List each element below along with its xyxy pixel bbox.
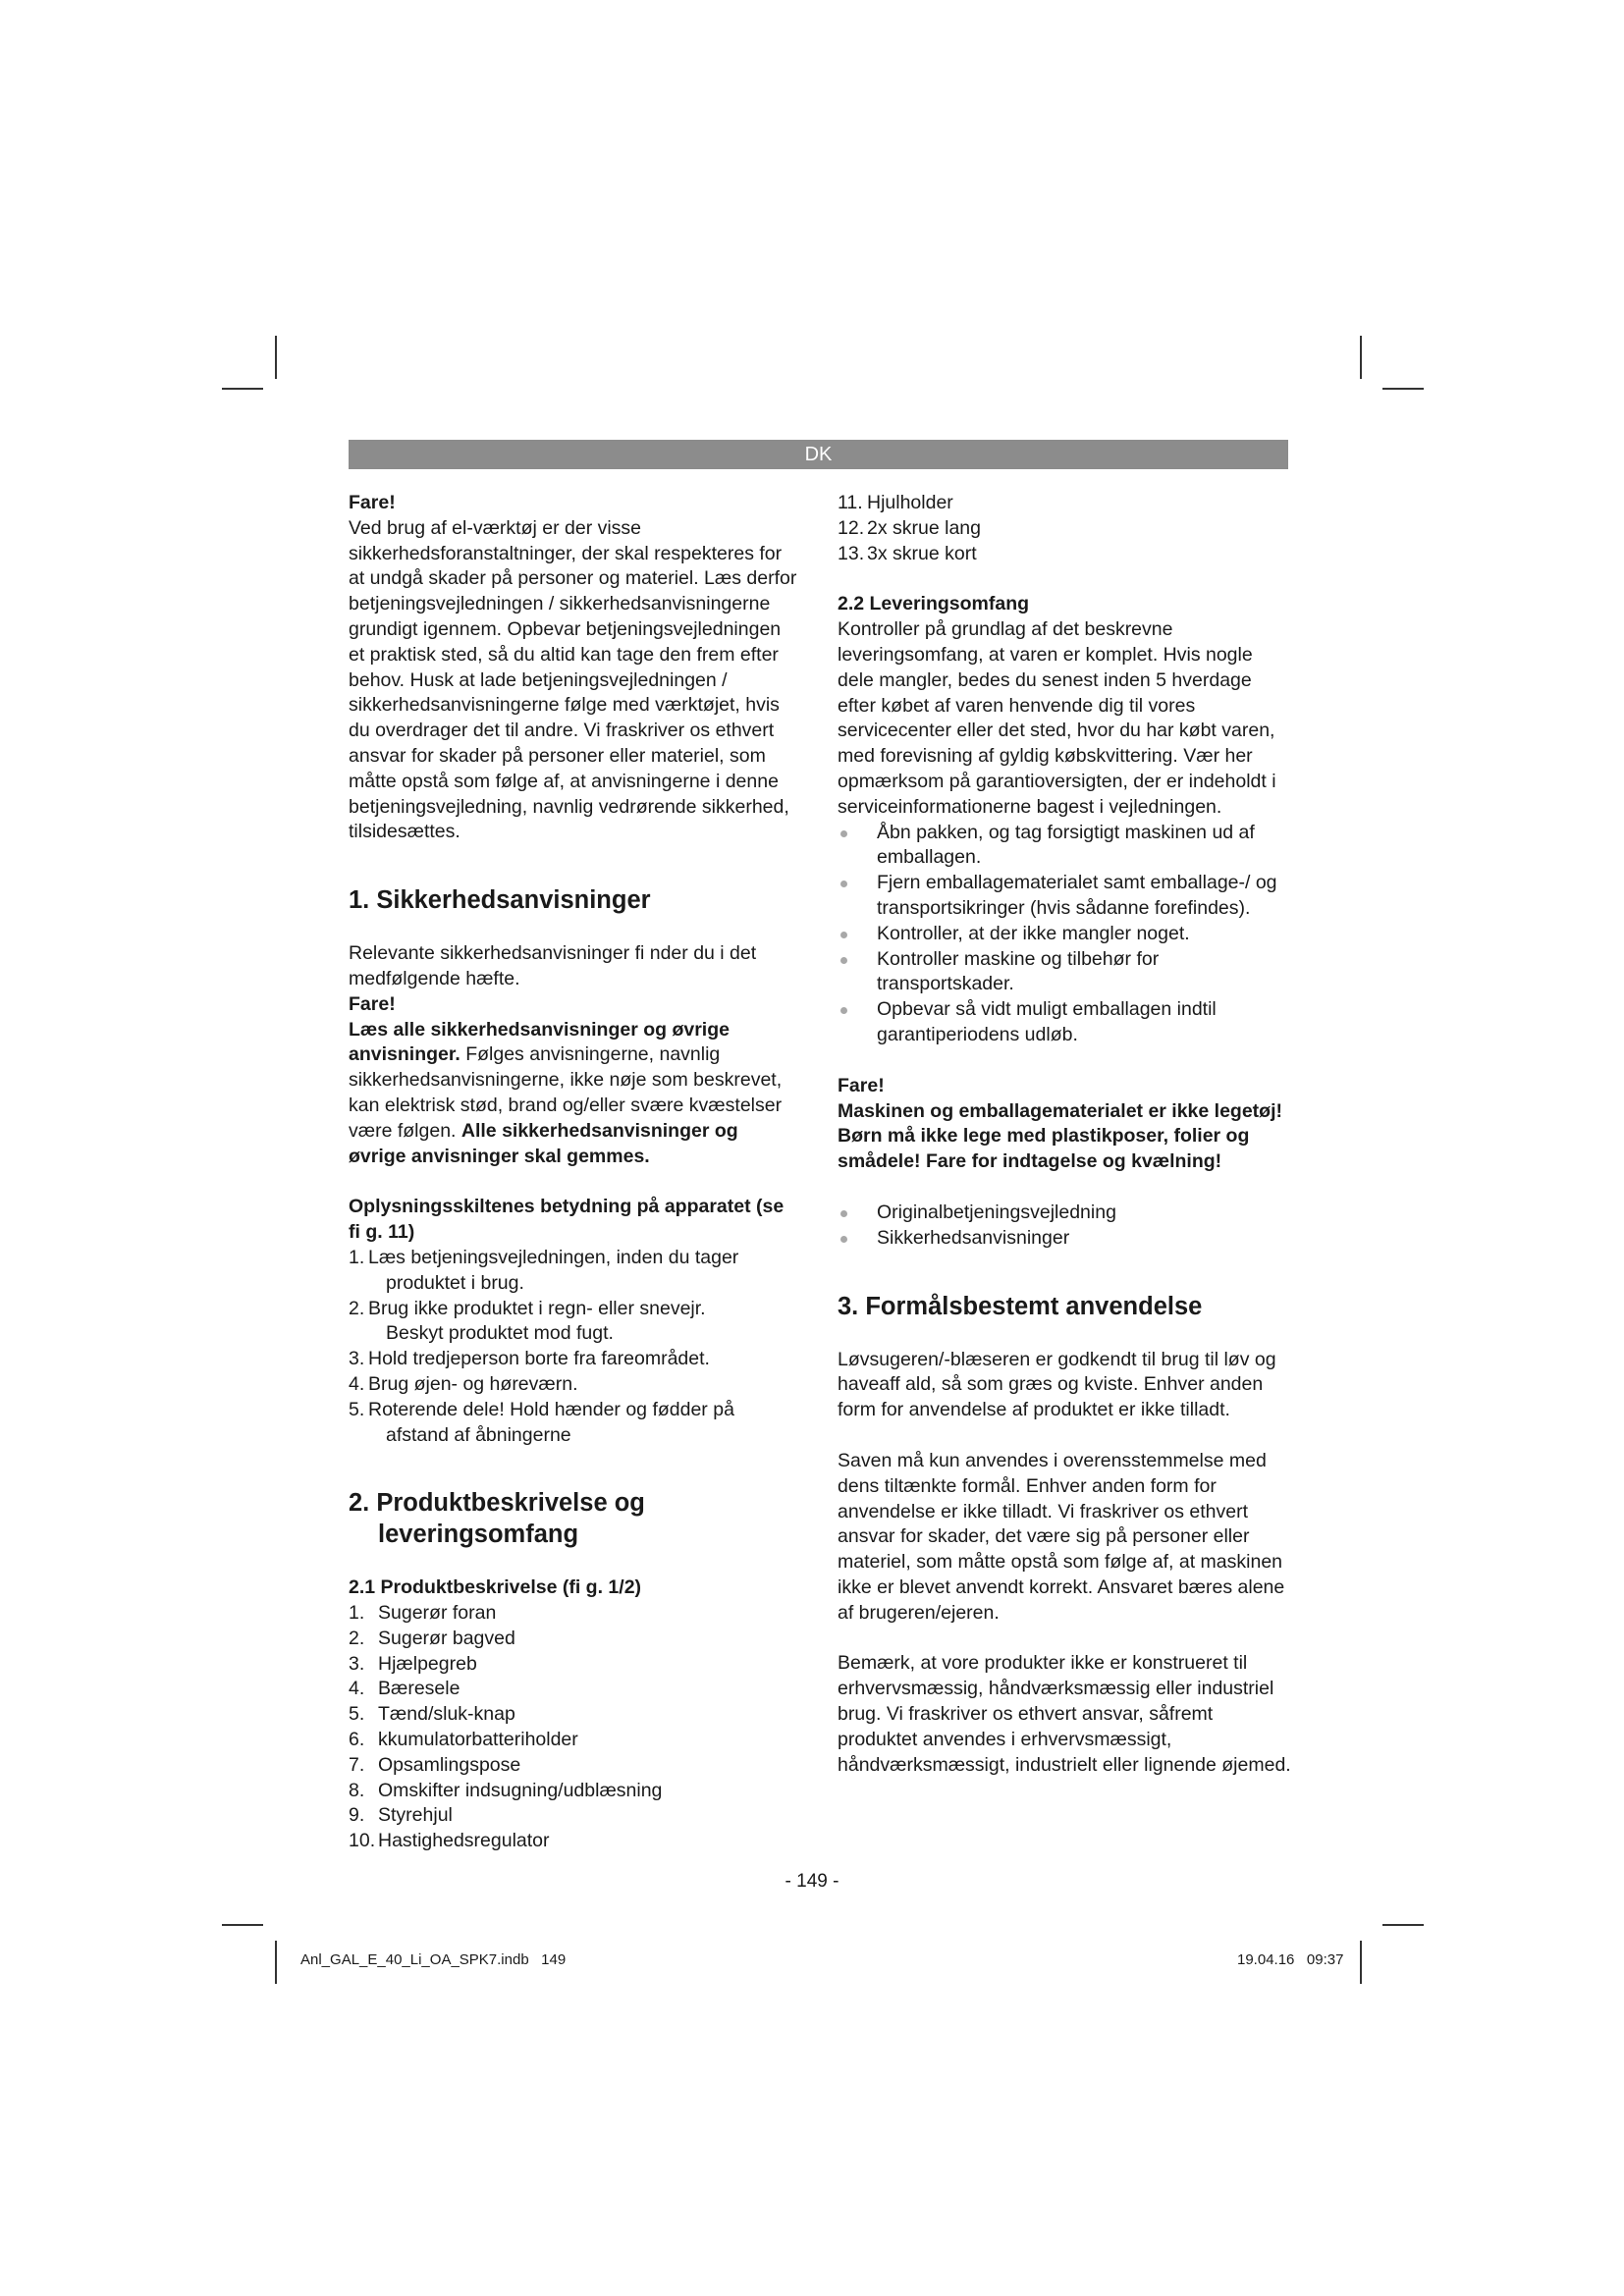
list-item-text: Tænd/sluk-knap [378, 1703, 515, 1726]
list-item-text: Bæresele [378, 1678, 460, 1700]
list-item-text: Læs betjeningsvejledningen, inden du tager [368, 1246, 739, 1268]
list-item-text: 3x skrue kort [867, 542, 977, 564]
list-item [349, 1829, 800, 1854]
list-item-number: 12. [838, 516, 865, 539]
list-item [349, 1601, 800, 1627]
list-item [838, 821, 1291, 872]
list-item-text: Roterende dele! Hold hænder og fødder på [368, 1398, 734, 1420]
list-item-number: 4. [349, 1678, 365, 1700]
product-parts-list-continued [838, 491, 1291, 566]
bullet-icon [840, 1210, 847, 1217]
page-number: - 149 - [785, 1871, 839, 1892]
list-item-text-continued: afstand af åbningerne [386, 1423, 571, 1446]
bullet-icon [840, 1236, 847, 1243]
bullet-icon [840, 957, 847, 964]
intro-warning-title: Fare! [349, 492, 396, 513]
section-1-warning-title: Fare! [349, 992, 396, 1015]
list-item-number: 3. [349, 1348, 365, 1370]
section-1-warning-text [349, 1018, 800, 1170]
list-item-text: Kontroller, at der ikke mangler noget. [877, 922, 1190, 944]
crop-mark-bottom-left-horizontal [222, 1924, 263, 1926]
crop-mark-top-left-horizontal [222, 388, 263, 390]
intended-use-paragraph-2: Saven må kun anvendes i overensstemmelse med dens tiltænkte formål. Enhver anden form for anvendelse er ikke tilladt. Vi fraskriver os ethvert ansvar for skader, det være sig på personer eller materiel, som måtte opstå som følge af, at maskinen ikke er blevet anvendt korrekt. Ansvaret bæres alene af brugeren/ejeren. [838, 1449, 1285, 1624]
list-item-text: kkumulatorbatteriholder [378, 1729, 578, 1751]
included-documents-list [838, 1201, 1291, 1252]
crop-mark-bottom-right-horizontal [1382, 1924, 1424, 1926]
intended-use-paragraph-3: Bemærk, at vore produkter ikke er konstrueret til erhvervsmæssig, håndværksmæssig eller industriel brug. Vi fraskriver os ethvert ansvar, såfremt produktet anvendes i erhvervsmæssigt, håndværksmæssigt, industrielt eller lignende øjemed. [838, 1652, 1291, 1776]
subsection-2-2-heading: 2.2 Leveringsomfang [838, 593, 1030, 615]
bullet-icon [840, 881, 847, 887]
crop-mark-bottom-left-vertical [275, 1941, 277, 1984]
section-1-intro: Relevante sikkerhedsanvisninger fi nder du i det medfølgende hæfte. [349, 942, 757, 989]
list-item [838, 922, 1291, 947]
unpacking-steps-list [838, 821, 1291, 1048]
bullet-icon [840, 932, 847, 938]
list-item [349, 1803, 800, 1829]
list-item [838, 1201, 1291, 1226]
list-item [349, 1347, 800, 1372]
list-item-text-continued: Beskyt produktet mod fugt. [386, 1322, 614, 1345]
list-item [349, 1372, 800, 1398]
list-item-number: 2. [349, 1297, 365, 1319]
list-item-text: Sugerør bagved [378, 1627, 515, 1649]
list-item-number: 4. [349, 1372, 365, 1395]
language-label: DK [804, 444, 833, 465]
list-item [349, 1246, 800, 1297]
list-item-number: 3. [349, 1652, 365, 1675]
list-item [838, 1226, 1291, 1252]
list-item-text: Sikkerhedsanvisninger [877, 1226, 1070, 1249]
list-item-text: Opbevar så vidt muligt emballagen indtil garantiperiodens udløb. [877, 998, 1217, 1045]
list-item-number: 1. [349, 1246, 365, 1268]
intended-use-paragraph-1: Løvsugeren/-blæseren er godkendt til brug til løv og haveaff ald, så som græs og kviste. Enhver anden form for anvendelse af produktet er ikke tilladt. [838, 1348, 1276, 1421]
list-item [349, 1728, 800, 1753]
crop-mark-bottom-right-vertical [1360, 1941, 1362, 1984]
section-2-heading-line2: leveringsomfang [378, 1521, 579, 1549]
list-item-number: 5. [349, 1703, 365, 1726]
list-item-text: Brug ikke produktet i regn- eller snevejr. [368, 1297, 706, 1319]
list-item-text-continued: produktet i brug. [386, 1271, 524, 1294]
section-1-heading: 1. Sikkerhedsanvisninger [349, 886, 651, 915]
list-item-number: 7. [349, 1753, 365, 1776]
list-item [838, 997, 1291, 1048]
bullet-icon [840, 830, 847, 837]
subsection-2-1-heading: 2.1 Produktbeskrivelse (fi g. 1/2) [349, 1576, 642, 1599]
list-item-text: Brug øjen- og høreværn. [368, 1372, 578, 1395]
list-item-number: 5. [349, 1398, 365, 1420]
product-parts-list [349, 1601, 800, 1854]
list-item-number: 2. [349, 1627, 365, 1649]
list-item-text: 2x skrue lang [867, 516, 981, 539]
sign-meaning-heading: Oplysningsskiltenes betydning på apparatet (se fi g. 11) [349, 1196, 785, 1244]
list-item [349, 1753, 800, 1779]
list-item-text: Sugerør foran [378, 1602, 497, 1625]
list-item-text: Omskifter indsugning/udblæsning [378, 1779, 663, 1801]
list-item-number: 10. [349, 1830, 376, 1852]
list-item [349, 1702, 800, 1728]
list-item-text: Hjælpegreb [378, 1652, 477, 1675]
list-item-number: 6. [349, 1729, 365, 1751]
packaging-warning-text: Maskinen og emballagematerialet er ikke legetøj! Børn må ikke lege med plastikposer, folier og smådele! Fare for indtagelse og kvælning! [838, 1099, 1283, 1173]
list-item [349, 1398, 800, 1449]
list-item-text: Åbn pakken, og tag forsigtigt maskinen ud af emballagen. [877, 821, 1255, 869]
language-header-bar [349, 440, 1288, 469]
list-item [349, 1779, 800, 1804]
crop-mark-top-right-vertical [1360, 336, 1362, 379]
list-item-number: 11. [838, 492, 863, 513]
crop-mark-top-left-vertical [275, 336, 277, 379]
warning-bold-lead: Læs alle sikkerhedsanvisninger og øvrige anvisninger. [349, 1018, 730, 1066]
list-item [838, 947, 1291, 998]
list-item-number: 1. [349, 1602, 365, 1625]
sign-meaning-list [349, 1246, 800, 1448]
right-column [838, 491, 1291, 1778]
list-item [838, 871, 1291, 922]
print-slug-date: 19.04.16 09:37 [1237, 1951, 1344, 1968]
intro-warning-text: Ved brug af el-værktøj er der visse sikkerhedsforanstaltninger, der skal respekteres for at undgå skader på personer og materiel. Læs derfor betjeningsvejledningen / sikkerhedsanvisningerne grundigt igennem. Opbevar betjeningsvejledningen et praktisk sted, så du altid kan tage den frem efter behov. Husk at lade betjeningsvejledningen / sikkerhedsanvisningerne følge med værktøjet, hvis du overdrager det til andre. Vi fraskriver os ethvert ansvar for skader på personer eller materiel, som måtte opstå som følge af, at anvisningerne i denne betjeningsvejledning, navnlig vedrørende sikkerhed, tilsidesættes. [349, 516, 797, 843]
section-2-heading-line1: 2. Produktbeskrivelse og [349, 1489, 645, 1518]
list-item-text: Hjulholder [867, 492, 953, 513]
list-item [838, 516, 1291, 542]
list-item-text: Fjern emballagematerialet samt emballage-/ og transportsikringer (hvis sådanne forefindes). [877, 872, 1277, 919]
warning-bold-tail: Alle sikkerhedsanvisninger og øvrige anvisninger skal gemmes. [349, 1119, 738, 1167]
list-item-text: Kontroller maskine og tilbehør for transportskader. [877, 947, 1160, 995]
section-2-heading [349, 1487, 800, 1550]
list-item [838, 491, 1291, 516]
list-item-text: Styrehjul [378, 1804, 453, 1827]
list-item-text: Opsamlingspose [378, 1753, 521, 1776]
bullet-icon [840, 1007, 847, 1014]
warning-normal-text: Følges anvisningerne, navnlig sikkerhedsanvisningerne, ikke nøje som beskrevet, kan elektrisk stød, brand og/eller svære kvæstelser være følgen. [349, 1043, 783, 1142]
list-item-number: 13. [838, 542, 865, 564]
list-item [349, 1677, 800, 1702]
list-item [838, 542, 1291, 567]
print-slug-filename: Anl_GAL_E_40_Li_OA_SPK7.indb 149 [300, 1951, 567, 1968]
list-item [349, 1627, 800, 1652]
list-item-text: Originalbetjeningsvejledning [877, 1201, 1116, 1223]
crop-mark-top-right-horizontal [1382, 388, 1424, 390]
delivery-scope-text: Kontroller på grundlag af det beskrevne leveringsomfang, at varen er komplet. Hvis nogle dele mangler, bedes du senest inden 5 hverdage efter købet af varen henvende dig til vores servicecenter eller det sted, hvor du har købt varen, med forevisning af gyldig købskvittering. Vær her opmærksom på garantioversigten, der er indeholdt i serviceinformationerne bagest i vejledningen. [838, 618, 1276, 818]
left-column [349, 491, 800, 1854]
packaging-warning-title: Fare! [838, 1074, 885, 1096]
list-item-text: Hold tredjeperson borte fra fareområdet. [368, 1348, 710, 1370]
section-3-heading: 3. Formålsbestemt anvendelse [838, 1292, 1203, 1320]
list-item-number: 9. [349, 1804, 365, 1827]
list-item [349, 1297, 800, 1348]
list-item [349, 1652, 800, 1678]
list-item-text: Hastighedsregulator [378, 1830, 550, 1852]
list-item-number: 8. [349, 1779, 365, 1801]
